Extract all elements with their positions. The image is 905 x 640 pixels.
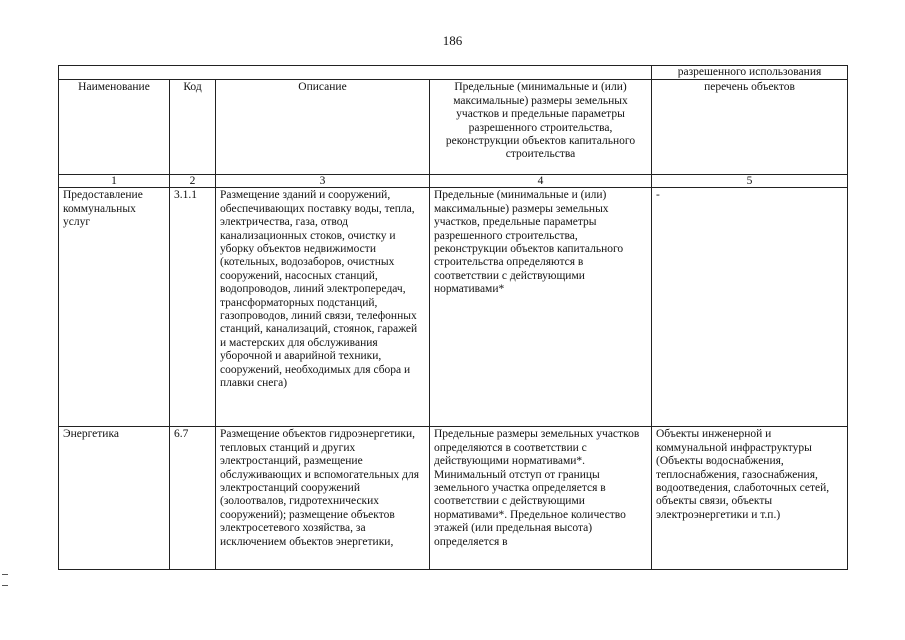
cell-name: Предоставление коммунальных услуг [59,188,170,427]
table-top-row [59,66,848,80]
column-number: 2 [170,175,216,188]
margin-mark [2,574,8,586]
column-number: 4 [430,175,652,188]
cell-description: Размещение объектов гидроэнергетики, тепловых станций и других электростанций, размещение обслуживающих и вспомогательных для электростанций сооружений (золоотвалов, гидротехнических сооружений); размещение объектов электросетевого хозяйства, за исключением объектов энергетики, [216,427,430,570]
header-params: Предельные (минимальные и (или) максимальные) размеры земельных участков и предельные параметры разрешенного строительства, реконструкции объектов капитального строительства [430,80,652,175]
cell-description: Размещение зданий и сооружений, обеспечивающих поставку воды, тепла, электричества, газа, отвод канализационных стоков, очистку и уборку объектов недвижимости (котельных, водозаборов, очистных сооружений, насосных станций, водопроводов, линий электропередач, трансформаторных подстанций, газопроводов, линий связи, телефонных станций, канализаций, стоянок, гаражей и мастерских для обслуживания уборочной и аварийной техники, сооружений, необходимых для сбора и плавки снега) [216,188,430,427]
table-row [59,188,848,427]
column-number: 1 [59,175,170,188]
column-number: 3 [216,175,430,188]
page-number: 186 [442,33,463,48]
header-description: Описание [216,80,430,175]
header-allowed-use: разрешенного использования [652,66,848,80]
top-row-blank-cell [59,66,652,80]
cell-code: 3.1.1 [170,188,216,427]
cell-name: Энергетика [59,427,170,570]
cell-objects: Объекты инженерной и коммунальной инфраструктуры (Объекты водоснабжения, теплоснабжения, газоснабжения, водоотведения, слаботочных сетей, объекты связи, объекты электроэнергетики и т.п.) [652,427,848,570]
table-row [59,427,848,570]
header-objects: перечень объектов [652,80,848,175]
cell-params: Предельные (минимальные и (или) максимальные) размеры земельных участков, предельные параметры разрешенного строительства, реконструкции объектов капитального строительства определяются в соответствии с действующими нормативами* [430,188,652,427]
cell-params: Предельные размеры земельных участков определяются в соответствии с действующими нормативами*. Минимальный отступ от границы земельного участка определяется в соответствии с действующими нормативами*. Предельное количество этажей (или предельная высота) определяется в [430,427,652,570]
land-use-table [58,65,848,570]
header-name: Наименование [59,80,170,175]
table-header-row [59,80,848,175]
column-number: 5 [652,175,848,188]
cell-objects: - [652,188,848,427]
cell-code: 6.7 [170,427,216,570]
column-number-row [59,175,848,188]
header-code: Код [170,80,216,175]
